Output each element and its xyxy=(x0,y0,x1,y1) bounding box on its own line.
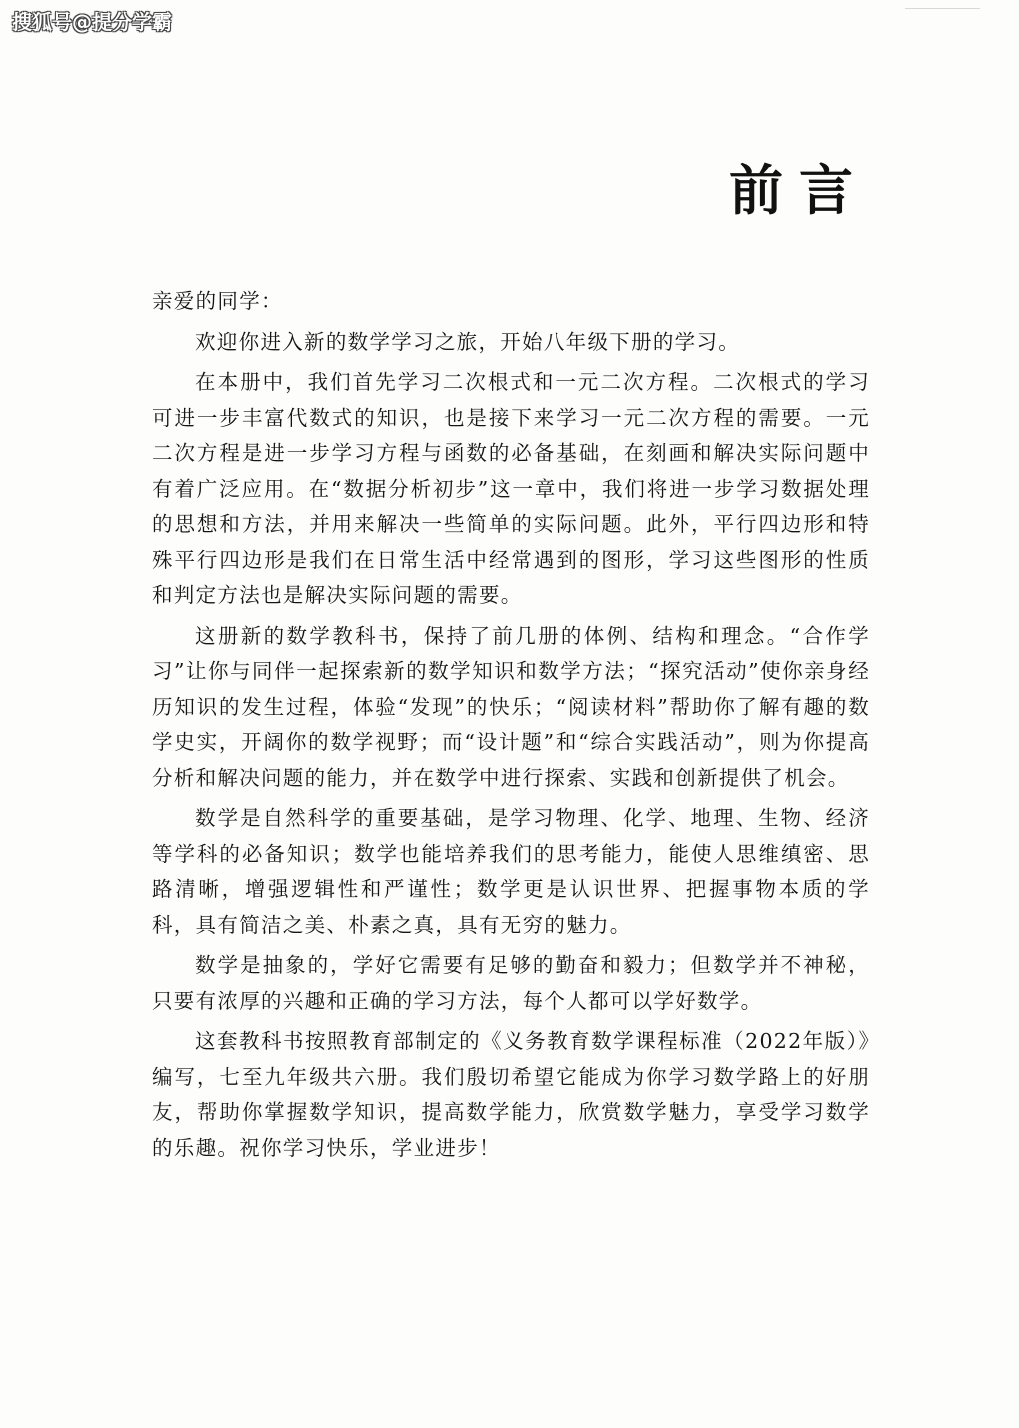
paragraph-4: 数学是自然科学的重要基础，是学习物理、化学、地理、生物、经济等学科的必备知识；数学也能培养我们的思考能力，能使人思维缜密、思路清晰，增强逻辑性和严谨性；数学更是认识世界、把握事物本质的学科，具有简洁之美、朴素之真，具有无穷的魅力。 xyxy=(152,806,870,937)
page-title: 前言 xyxy=(729,159,869,222)
paragraph-2: 在本册中，我们首先学习二次根式和一元二次方程。二次根式的学习可进一步丰富代数式的知识，也是接下来学习一元二次方程的需要。一元二次方程是进一步学习方程与函数的必备基础，在刻画和解决实际问题中有着广泛应用。在“数据分析初步”这一章中，我们将进一步学习数据处理的思想和方法，并用来解决一些简单的实际问题。此外，平行四边形和特殊平行四边形是我们在日常生活中经常遇到的图形，学习这些图形的性质和判定方法也是解决实际问题的需要。 xyxy=(152,370,870,607)
paragraph-1: 欢迎你进入新的数学学习之旅，开始八年级下册的学习。 xyxy=(195,329,741,354)
preface-body xyxy=(152,284,870,1166)
paragraph-6: 这套教科书按照教育部制定的《义务教育数学课程标准（2022年版）》编写，七至九年级共六册。我们殷切希望它能成为你学习数学路上的好朋友，帮助你掌握数学知识，提高数学能力，欣赏数学魅力，享受学习数学的乐趣。祝你学习快乐，学业进步！ xyxy=(152,1029,870,1160)
paragraph-5: 数学是抽象的，学好它需要有足够的勤奋和毅力；但数学并不神秘，只要有浓厚的兴趣和正确的学习方法，每个人都可以学好数学。 xyxy=(152,953,870,1013)
scan-edge-mark xyxy=(905,8,980,17)
paragraph-3: 这册新的数学教科书，保持了前几册的体例、结构和理念。“合作学习”让你与同伴一起探索新的数学知识和数学方法；“探究活动”使你亲身经历知识的发生过程，体验“发现”的快乐；“阅读材料”帮助你了解有趣的数学史实，开阔你的数学视野；而“设计题”和“综合实践活动”，则为你提高分析和解决问题的能力，并在数学中进行探索、实践和创新提供了机会。 xyxy=(152,623,870,790)
watermark-text: 搜狐号@提分学霸 xyxy=(12,10,172,34)
salutation: 亲爱的同学： xyxy=(152,289,283,313)
